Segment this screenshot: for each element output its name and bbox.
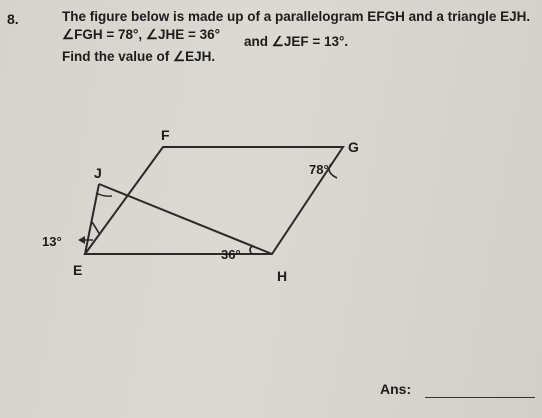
- answer-line: [425, 397, 535, 398]
- angle-arc-fgh: [329, 164, 337, 178]
- label-h: H: [277, 268, 288, 284]
- angle-label-jef: 13°: [42, 234, 62, 249]
- label-f: F: [161, 127, 170, 143]
- angle-label-fgh: 78°: [309, 162, 329, 177]
- angle-arc-jef: [92, 222, 100, 235]
- question-number: 8.: [7, 11, 19, 27]
- label-e: E: [73, 262, 83, 278]
- question-line-3: Find the value of ∠EJH.: [62, 49, 216, 64]
- segment-jh: [99, 184, 272, 254]
- question-line-2: ∠FGH = 78°, ∠JHE = 36°: [62, 27, 221, 42]
- question-line-2b: and ∠JEF = 13°.: [244, 34, 349, 49]
- parallelogram-efgh: [85, 147, 343, 254]
- answer-label: Ans:: [380, 381, 412, 397]
- angle-arc-jhe: [250, 246, 252, 254]
- question-line-1: The figure below is made up of a parallelogram EFGH and a triangle EJH.: [62, 9, 531, 24]
- arrowhead-13: [78, 236, 85, 244]
- label-j: J: [94, 165, 102, 181]
- label-g: G: [348, 139, 359, 155]
- angle-arc-ejh: [96, 193, 112, 196]
- angle-label-jhe: 36°: [221, 247, 241, 262]
